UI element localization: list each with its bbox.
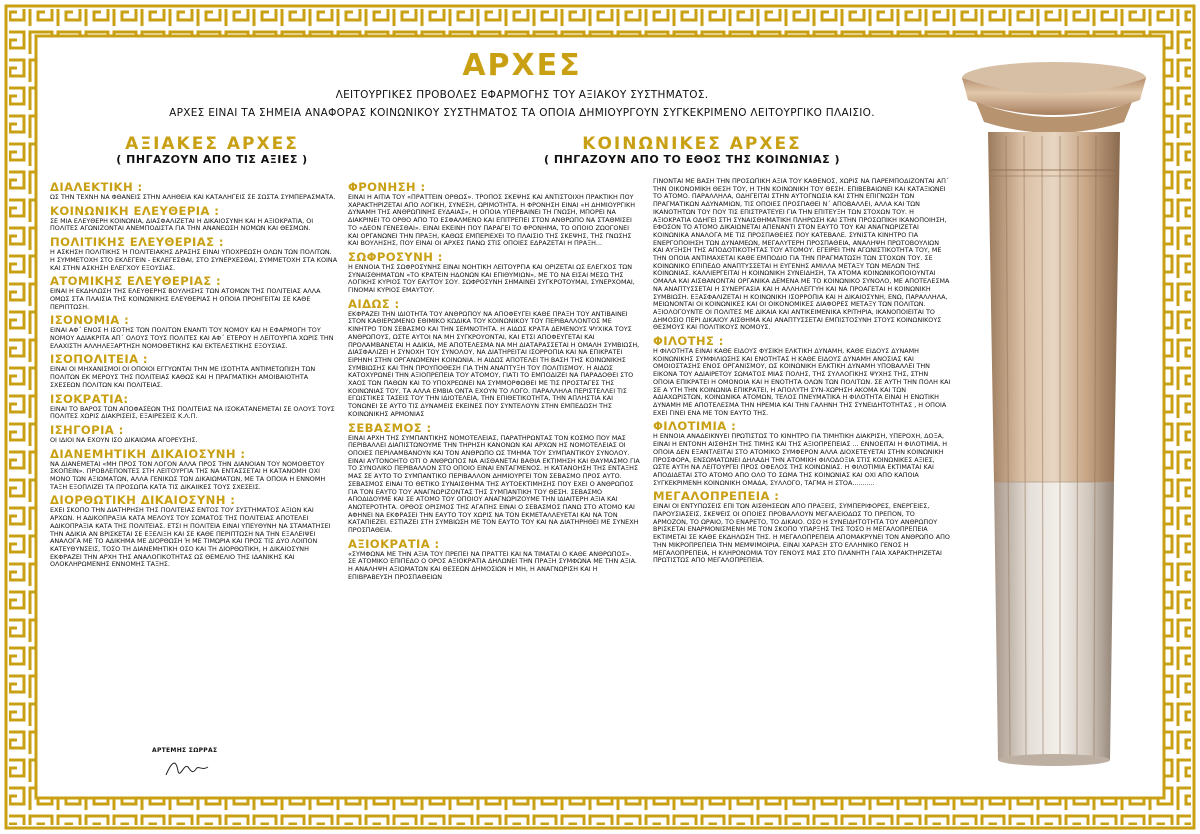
section-heading: ΣΩΦΡΟΣΥΝΗ :	[348, 249, 443, 264]
section-text: Η ΦΙΛΟΤΗΤΑ ΕΙΝΑΙ ΚΑΘΕ ΕΙΔΟΥΣ ΦΥΣΙΚΗ ΕΛΚΤΙΚΗ ΔΥΝΑΜΗ, ΚΑΘΕ ΕΙΔΟΥΣ ΔΥΝΑΜΗ ΚΟΙΝΩΝΙΚΗΣ ΣΥΜΦΙΛΙΩΣΗΣ ΚΑΙ ΕΝΟΤΗΤΑΣ Η ΚΑΘΕ ΕΙΔΟΥΣ ΔΥΝΑΜΗ ΑΝΟΣΙΑΣ ΚΑΙ ΟΜΟΙΟΣΤΑΣΗΣ ΕΝΟΣ ΟΡΓΑΝΙΣΜΟΥ, ΩΣ ΚΟΙΝΩΝΙΚΗ ΕΛΚΤΙΚΗ ΔΥΝΑΜΗ ΥΠΟΒΑΛΛΕΙ ΤΗΝ ΕΙΚΟΝΑ ΤΟΥ ΑΔΙΑΙΡΕΤΟΥ ΣΩΜΑΤΟΣ ΜΙΑΣ ΠΟΛΗΣ, ΤΗΣ ΣΥΛΛΟΓΙΚΗΣ ΨΥΧΗΣ ΤΗΣ, ΣΤΗΝ ΟΠΟΙΑ ΕΠΙΚΡΑΤΕΙ Η ΟΜΟΝΟΙΑ ΚΑΙ Η ΕΝΟΤΗΤΑ ΟΛΩΝ ΤΩΝ ΠΟΛΙΤΩΝ. ΣΕ ΑΥΤΗ ΤΗΝ ΠΟΛΗ ΚΑΙ ΣΕ Α ΥΤΗ ΤΗΝ ΚΟΙΝΩΝΙΑ ΕΠΙΚΡΑΤΕΙ, Η ΑΠΟΛΥΤΗ ΣΥΝ-ΧΩΡΗΣΗ ΑΚΟΜΑ ΚΑΙ ΤΩΝ ΑΔΙΑΧΩΡΙΣΤΩΝ, ΚΟΙΝΩΝΙΚΑ ΑΤΟΜΩΝ, ΤΕΛΟΣ ΠΝΕΥΜΑΤΙΚΑ Η ΦΙΛΟΤΗΤΑ ΕΙΝΑΙ Η ΕΝΩΤΙΚΗ ΔΥΝΑΜΗ ΜΕ ΑΠΟΤΕΛΕΣΜΑ ΤΗΝ ΗΡΕΜΙΑ ΚΑΙ ΤΗΝ ΓΑΛΗΝΗ ΤΗΣ ΣΥΝΕΙΔΗΤΟΤΗΤΑΣ , Η ΟΠΟΙΑ ΕΧΕΙ ΓΙΝΕΙ ΕΝΑ ΜΕ ΤΟΝ ΕΑΥΤΟ ΤΗΣ.	[653, 347, 951, 417]
section-text: Η ΑΣΚΗΣΗ ΠΟΛΙΤΙΚΗΣ Ή ΠΟΛΙΤΕΙΑΚΗΣ ΔΡΑΣΗΣ ΕΙΝΑΙ ΥΠΟΧΡΕΩΣΗ ΟΛΩΝ ΤΩΝ ΠΟΛΙΤΩΝ. Η ΣΥΜΜΕΤΟΧΗ ΣΤΟ ΕΚΛΕΓΕΙΝ - ΕΚΛΕΓΕΣΘΑΙ, ΣΤΟ ΣΥΝΕΡΧΕΣΘΑΙ, ΣΥΜΜΕΤΟΧΗ ΣΤΑ ΚΟΙΝΑ ΚΑΙ ΣΤΗΝ ΑΣΚΗΣΗ ΕΛΕΓΧΟΥ ΕΞΟΥΣΙΑΣ.	[50, 248, 338, 272]
section-heading: ΚΟΙΝΩΝΙΚΗ ΕΛΕΥΘΕΡΙΑ :	[50, 203, 220, 218]
section-text: «ΣΥΜΦΩΝΑ ΜΕ ΤΗΝ ΑΞΙΑ ΤΟΥ ΠΡΕΠΕΙ ΝΑ ΠΡΑΤΤΕΙ ΚΑΙ ΝΑ ΤΙΜΑΤΑΙ Ο ΚΑΘΕ ΑΝΘΡΩΠΟΣ». ΣΕ ΑΤΟΜΙΚΟ ΕΠΙΠΕΔΟ Ο ΟΡΟΣ ΑΞΙΟΚΡΑΤΙΑ ΔΗΛΩΝΕΙ ΤΗΝ ΠΡΑΞΗ ΣΥΜΦΩΝΑ ΜΕ ΤΗΝ ΑΞΙΑ. Η ΑΝΑΛΗΨΗ ΑΞΙΩΜΑΤΩΝ ΚΑΙ ΘΕΣΕΩΝ ΔΗΜΟΣΙΩΝ Η ΜΗ, Η ΑΝΑΓΝΩΡΙΣΗ ΚΑΙ Η ΕΠΙΒΡΑΒΕΥΣΗ ΠΡΟΣΠΑΘΕΙΩΝ	[348, 549, 637, 581]
left-heading: ΑΞΙΑΚΕΣ ΑΡΧΕΣ	[125, 134, 299, 154]
section-text: ΕΙΝΑΙ ΑΡΧΗ ΤΗΣ ΣΥΜΠΑΝΤΙΚΗΣ ΝΟΜΟΤΕΛΕΙΑΣ, ΠΑΡΑΤΗΡΩΝΤΑΣ ΤΟΝ ΚΟΣΜΟ ΠΟΥ ΜΑΣ ΠΕΡΙΒΑΛΛΕΙ ΔΙΑΠΙΣΤΩΝΟΥΜΕ ΤΗΝ ΤΗΡΗΣΗ ΚΑΝΟΝΩΝ ΚΑΙ ΑΡΧΩΝ ΗΣ ΝΟΜΟΤΕΛΕΙΑΣ ΟΙ ΟΠΟΙΕΣ ΠΕΡΙΛΑΜΒΑΝΟΥΝ ΚΑΙ ΤΟΝ ΑΝΘΡΩΠΟ ΩΣ ΤΜΗΜΑ ΤΟΥ ΣΥΜΠΑΝΤΙΚΟΥ ΣΥΝΟΛΟΥ. ΕΙΝΑΙ ΑΥΤΟΝΟΗΤΟ ΟΤΙ Ο ΑΝΘΡΩΠΟΣ ΝΑ ΑΙΣΘΑΝΕΤΑΙ ΒΑΘΙΑ ΕΚΤΙΜΗΣΗ ΚΑΙ ΘΑΥΜΑΣΜΟ ΓΙΑ ΤΟ ΣΥΝΟΛΙΚΟ ΠΕΡΙΒΑΛΛΟΝ ΣΤΟ ΟΠΟΙΟ ΕΙΝΑΙ ΕΝΤΑΓΜΕΝΟΣ. Η ΚΑΤΑΝΟΗΣΗ ΤΗΣ ΕΝΤΑΞΗΣ ΜΑΣ ΣΕ ΑΥΤΟ ΤΟ ΣΥΜΠΑΝΤΙΚΟ ΠΕΡΙΒΑΛΛΟΝ ΔΗΜΙΟΥΡΓΕΙ ΤΟΝ ΣΕΒΑΣΜΟ ΠΡΟΣ ΑΥΤΟ. ΣΕΒΑΣΜΟΣ ΕΙΝΑΙ ΤΟ ΘΕΤΙΚΟ ΣΥΝΑΙΣΘΗΜΑ ΤΗΣ ΑΥΤΟΕΚΤΙΜΗΣΗΣ ΠΟΥ ΕΧΕΙ Ο ΑΝΘΡΩΠΟΣ ΓΙΑ ΤΟΝ ΕΑΥΤΟ ΤΟΥ ΑΝΑΓΝΩΡΙΖΟΝΤΑΣ ΤΗΣ ΣΥΜΠΑΝΤΙΚΗ ΤΟΥ ΘΕΣΗ. ΣΕΒΑΣΜΟ ΑΠΟΔΙΔΟΥΜΕ ΚΑΙ ΣΕ ΑΤΟΜΟ ΤΟΥ ΟΠΟΙΟΥ ΑΝΑΓΝΩΡΙΖΟΥΜΕ ΤΗΝ ΙΔΙΑΙΤΕΡΗ ΑΞΙΑ ΚΑΙ ΑΝΩΤΕΡΟΤΗΤΑ. ΟΡΘΟΣ ΟΡΙΣΜΟΣ ΤΗΣ ΑΓΑΠΗΣ ΕΙΝΑΙ Ο ΣΕΒΑΣΜΟΣ ΠΑΝΩ ΣΤΟ ΑΤΟΜΟ ΚΑΙ ΑΦΗΝΕΙ ΝΑ ΕΚΦΡΑΣΕΙ ΤΗΝ ΕΑΥΤΟ ΤΟΥ ΧΩΡΙΣ ΝΑ ΤΟΝ ΕΚΜΕΤΑΛΛΕΥΕΤΑΙ ΚΑΙ ΝΑ ΤΟΝ ΚΑΤΑΠΙΕΖΕΙ. ΕΣΤΙΑΖΕΙ ΣΤΗ ΣΥΜΒΙΩΣΗ ΜΕ ΤΟΝ ΕΑΥΤΟ ΤΟΥ ΚΑΙ ΝΑ ΔΙΑΤΗΡΗΘΕΙ ΜΕ ΣΥΝΕΧΗ ΠΡΟΣΠΑΘΕΙΑ.	[348, 433, 640, 535]
section-text: ΕΙΝΑΙ Η ΕΚΔΗΛΩΣΗ ΤΗΣ ΕΛΕΥΘΕΡΗΣ ΒΟΥΛΗΣΗΣ ΤΩΝ ΑΤΟΜΩΝ ΤΗΣ ΠΟΛΙΤΕΙΑΣ ΑΛΛΑ ΟΜΩΣ ΣΤΑ ΠΛΑΙΣΙΑ ΤΗΣ ΚΟΙΝΩΝΙΚΗΣ ΕΛΕΥΘΕΡΙΑΣ Η ΟΠΟΙΑ ΠΡΟΗΓΕΙΤΑΙ ΣΕ ΚΑΘΕ ΠΕΡΙΠΤΩΣΗ.	[50, 287, 321, 311]
subtitle-1: ΛΕΙΤΟΥΡΓΙΚΕΣ ΠΡΟΒΟΛΕΣ ΕΦΑΡΜΟΓΗΣ ΤΟΥ ΑΞΙΑΚΟΥ ΣΥΣΤΗΜΑΤΟΣ.	[335, 89, 709, 101]
section-text: ΕΚΦΡΑΖΕΙ ΤΗΝ ΙΔΙΟΤΗΤΑ ΤΟΥ ΑΝΘΡΩΠΟΥ ΝΑ ΑΠΟΦΕΥΓΕΙ ΚΑΘΕ ΠΡΑΞΗ ΤΟΥ ΑΝΤΙΒΑΙΝΕΙ ΣΤΟΝ ΚΑΘΙΕΡΩΜΕΝΟ ΕΘΙΜΙΚΟ ΚΩΔΙΚΑ ΤΟΥ ΚΟΙΝΩΝΙΚΟΥ ΤΟΥ ΠΕΡΙΒΑΛΛΟΝΤΟΣ ΜΕ ΚΙΝΗΤΡΟ ΤΟΝ ΣΕΒΑΣΜΟ ΚΑΙ ΤΗΝ ΣΕΜΝΟΤΗΤΑ. Η ΑΙΔΩΣ ΚΡΑΤΑ ΔΕΜΕΝΟΥΣ ΨΥΧΙΚΑ ΤΟΥΣ ΑΝΘΡΩΠΟΥΣ, ΩΣΤΕ ΑΥΤΟΙ ΝΑ ΜΗ ΣΥΓΚΡΟΥΟΝΤΑΙ, ΚΑΙ ΕΤΣΙ ΑΠΟΦΕΥΓΕΤΑΙ ΚΑΙ ΠΡΟΛΑΜΒΑΝΕΤΑΙ Η ΑΔΙΚΙΑ, ΜΕ ΑΠΟΤΕΛΕΣΜΑ ΝΑ ΜΗ ΔΙΑΤΑΡΑΣΣΕΤΑΙ Η ΟΜΑΛΗ ΣΥΜΒΙΩΣΗ, ΔΙΑΣΦΑΛΙΖΕΙ Η ΣΥΝΟΧΗ ΤΟΥ ΣΥΝΟΛΟΥ, ΝΑ ΔΙΑΤΗΡΕΙΤΑΙ ΙΣΟΡΡΟΠΙΑ ΚΑΙ ΝΑ ΕΠΙΚΡΑΤΕΙ ΕΙΡΗΝΗ ΣΤΗΝ ΟΡΓΑΝΩΜΕΝΗ ΚΟΙΝΩΝΙΑ. Η ΑΙΔΩΣ ΑΠΟΤΕΛΕΙ ΤΗ ΒΑΣΗ ΤΗΣ ΚΟΙΝΩΝΙΚΗΣ ΣΥΜΒΙΩΣΗΣ ΚΑΙ ΤΗΝ ΠΡΟΥΠΟΘΕΣΗ ΓΙΑ ΤΗΝ ΑΝΑΠΤΥΞΗ ΤΟΥ ΠΟΛΙΤΙΣΜΟΥ. Η ΑΙΔΩΣ ΚΑΤΟΧΥΡΩΝΕΙ ΤΗΝ ΑΞΙΟΠΡΕΠΕΙΑ ΤΟΥ ΑΤΟΜΟΥ, ΓΙΑΤΙ ΤΟ ΕΜΠΟΔΙΖΕΙ ΝΑ ΠΑΡΑΔΟΘΕΙ ΣΤΟ ΧΑΟΣ ΤΩΝ ΠΑΘΩΝ ΚΑΙ ΤΟ ΥΠΟΧΡΕΩΝΕΙ ΝΑ ΣΥΜΜΟΡΦΩΘΕΙ ΜΕ ΤΙΣ ΠΡΟΣΤΑΓΕΣ ΤΗΣ ΚΟΙΝΩΝΙΑΣ ΤΟΥ. ΤΑ ΑΛΛΑ ΕΜΒΙΑ ΟΝΤΑ ΕΧΟΥΝ ΤΟ ΛΟΓΟ. ΠΑΡΑΛΛΗΛΑ ΠΕΡΙΣΤΕΛΛΕΙ ΤΙΣ ΕΓΩΙΣΤΙΚΕΣ ΤΑΣΕΙΣ ΤΟΥ ΤΗΝ ΙΔΙΟΤΕΛΕΙΑ, ΤΗΝ ΕΠΙΘΕΤΙΚΟΤΗΤΑ, ΤΗΝ ΑΠΛΗΣΤΙΑ ΚΑΙ ΤΟΝΩΝΕΙ ΣΕ ΑΥΤΟ ΤΙΣ ΔΥΝΑΜΕΙΣ ΕΚΕΙΝΕΣ ΠΟΥ ΣΥΝΤΕΛΟΥΝ ΣΤΗΝ ΕΜΠΕΔΩΣΗ ΤΗΣ ΚΟΙΝΩΝΙΚΗΣ ΑΡΜΟΝΙΑΣ	[348, 309, 640, 418]
section-heading: ΦΙΛΟΤΙΜΙΑ :	[653, 419, 737, 434]
section-heading: ΙΣΟΚΡΑΤΙΑ:	[50, 391, 129, 406]
column-2	[348, 178, 640, 583]
section-heading: ΔΙΑΛΕΚΤΙΚΗ :	[50, 180, 143, 194]
column-3	[653, 178, 951, 566]
section-text: ΕΙΝΑΙ Η ΑΙΤΙΑ ΤΟΥ «ΠΡΑΤΤΕΙΝ ΟΡΘΩΣ». ΤΡΟΠΟΣ ΣΚΕΨΗΣ ΚΑΙ ΑΝΤΙΣΤΟΙΧΗ ΠΡΑΚΤΙΚΗ ΠΟΥ ΧΑΡΑΚΤΗΡΙΖΕΤΑΙ ΑΠΟ ΛΟΓΙΚΗ, ΣΥΝΕΣΗ, ΩΡΙΜΟΤΗΤΑ. Η ΦΡΟΝΗΣΗ ΕΙΝΑΙ «Η ΔΗΜΙΟΥΡΓΙΚΗ ΔΥΝΑΜΗ ΤΗΣ ΑΝΘΡΩΠΙΝΗΣ ΕΥΔΑΙΑΣ», Η ΟΠΟΙΑ ΥΠΕΡΒΑΙΝΕΙ ΤΗ ΓΝΩΣΗ, ΜΠΟΡΕΙ ΝΑ ΔΙΑΚΡΙΝΕΙ ΤΟ ΟΡΘΟ ΑΠΟ ΤΟ ΕΣΦΑΛΜΕΝΟ ΚΑΙ ΕΠΙΤΡΕΠΕΙ ΣΤΟΝ ΑΝΘΡΩΠΟ ΝΑ ΣΤΑΘΜΙΣΕΙ ΤΟ «ΔΕΟΝ ΓΕΝΕΣΘΑΙ». ΕΙΝΑΙ ΕΚΕΙΝΗ ΠΟΥ ΠΑΡΑΓΕΙ ΤΟ ΦΡΟΝΗΜΑ, ΤΟ ΟΠΟΙΟ ΖΩΟΓΟΝΕΙ ΚΑΙ ΟΡΓΑΝΩΝΕΙ ΤΗΝ ΠΡΑΞΗ, ΚΑΘΩΣ ΕΜΠΕΡΙΕΧΕΙ ΤΟ ΠΛΑΙΣΙΟ ΤΗΣ ΣΚΕΨΗΣ, ΤΗΣ ΓΝΩΣΗΣ ΚΑΙ ΒΟΥΛΗΣΗΣ, ΠΟΥ ΕΙΝΑΙ ΟΙ ΑΡΧΕΣ ΠΑΝΩ ΣΤΙΣ ΟΠΟΙΕΣ ΕΔΡΑΖΕΤΑΙ Η ΠΡΑΞΗ...	[348, 193, 635, 248]
section-text: Η ΕΝΝΟΙΑ ΤΗΣ ΣΩΦΡΟΣΥΝΗΣ ΕΙΝΑΙ ΝΟΗΤΙΚΗ ΛΕΙΤΟΥΡΓΙΑ ΚΑΙ ΟΡΙΖΕΤΑΙ ΩΣ ΕΛΕΓΧΟΣ ΤΩΝ ΣΥΝΑΙΣΘΗΜΑΤΩΝ «ΤΟ ΚΡΑΤΕΙΝ ΗΔΟΝΩΝ ΚΑΙ ΕΠΙΘΥΜΙΩΝ», ΜΕ ΤΟ ΝΑ ΕΙΣΑΙ ΜΕΣΩ ΤΗΣ ΛΟΓΙΚΗΣ ΚΥΡΙΟΣ ΤΟΥ ΕΑΥΤΟΥ ΣΟΥ. ΣΩΦΡΟΣΥΝΗ ΣΗΜΑΙΝΕΙ ΣΥΓΚΡΟΤΟΥΜΑΙ, ΣΥΝΕΡΧΟΜΑΙ, ΓΙΝΟΜΑΙ ΚΥΡΙΟΣ ΕΜΑΥΤΟΥ.	[348, 262, 635, 295]
section-heading: ΜΕΓΑΛΟΠΡΕΠΕΙΑ :	[653, 489, 780, 504]
section-heading: ΑΙΔΩΣ :	[348, 296, 400, 311]
section-heading: ΣΕΒΑΣΜΟΣ :	[348, 420, 432, 435]
section-heading: ΠΟΛΙΤΙΚΗΣ ΕΛΕΥΘΕΡΙΑΣ :	[50, 235, 224, 250]
content-area	[42, 42, 1158, 792]
section-heading: ΑΤΟΜΙΚΗΣ ΕΛΕΥΘΕΡΙΑΣ :	[50, 274, 221, 289]
section-text: ΣΕ ΜΙΑ ΕΛΕΥΘΕΡΗ ΚΟΙΝΩΝΙΑ, ΔΙΑΣΦΑΛΙΖΕΤΑΙ Η ΔΙΚΑΙΟΣΥΝΗ ΚΑΙ Η ΑΞΙΟΚΡΑΤΙΑ, ΟΙ ΠΟΛΙΤΕΣ ΑΓΩΝΙΖΟΝΤΑΙ ΑΝΕΜΠΟΔΙΣΤΑ ΓΙΑ ΤΗΝ ΑΝΑΝΕΩΣΗ ΝΟΜΩΝ ΚΑΙ ΘΕΣΜΩΝ.	[50, 216, 314, 233]
section-text: ΩΣ ΤΗΝ ΤΕΧΝΗ ΝΑ ΦΘΑΝΕΙΣ ΣΤΗΝ ΑΛΗΘΕΙΑ ΚΑΙ ΚΑΤΑΛΗΓΕΙΣ ΣΕ ΣΩΣΤΑ ΣΥΜΠΕΡΑΣΜΑΤΑ.	[50, 193, 336, 201]
left-subheading: ( ΠΗΓΑΖΟΥΝ ΑΠΟ ΤΙΣ ΑΞΙΕΣ )	[116, 153, 308, 166]
section-text: ΕΙΝΑΙ ΑΦ΄ ΕΝΟΣ Η ΙΣΟΤΗΣ ΤΩΝ ΠΟΛΙΤΩΝ ΕΝΑΝΤΙ ΤΟΥ ΝΟΜΟΥ ΚΑΙ Η ΕΦΑΡΜΟΓΗ ΤΟΥ ΝΟΜΟΥ ΑΔΙΑΚΡΙΤΑ ΑΠ΄ ΟΛΟΥΣ ΤΟΥΣ ΠΟΛΙΤΕΣ ΚΑΙ ΑΦ΄ ΕΤΕΡΟΥ Η ΛΕΙΤΟΥΡΓΙΑ ΧΩΡΙΣ ΤΗΝ ΕΛΑΧΙΣΤΗ ΑΛΛΗΛΕΞΑΡΤΗΣΗ ΝΟΜΟΘΕΤΙΚΗΣ ΚΑΙ ΕΚΤΕΛΕΣΤΙΚΗΣ ΕΞΟΥΣΙΑΣ.	[50, 326, 334, 350]
section-text: ΕΙΝΑΙ ΟΙ ΕΝΤΥΠΩΣΕΙΣ ΕΠΙ ΤΩΝ ΑΙΣΘΗΣΕΩΝ ΑΠΟ ΠΡΑΞΕΙΣ, ΣΥΜΠΕΡΙΦΟΡΕΣ, ΕΝΕΡΓΕΙΕΣ, ΠΑΡΟΥΣΙΑΣΕΙΣ, ΣΚΕΨΕΙΣ ΟΙ ΟΠΟΙΕΣ ΠΡΟΒΑΛΛΟΥΝ ΜΕΓΑΛΕΙΟΔΩΣ ΤΟ ΠΡΕΠΟΝ, ΤΟ ΑΡΜΟΖΟΝ, ΤΟ ΩΡΑΙΟ, ΤΟ ΕΝΑΡΕΤΟ, ΤΟ ΔΙΚΑΙΟ. ΟΣΟ Η ΣΥΝΕΙΔΗΤΟΤΗΤΑ ΤΟΥ ΑΝΘΡΩΠΟΥ ΒΡΙΣΚΕΤΑΙ ΕΝΑΡΜΟΝΙΣΜΕΝΗ ΜΕ ΤΟΝ ΣΚΟΠΟ ΥΠΑΡΞΗΣ ΤΗΣ ΤΟΣΟ Η ΜΕΓΑΛΟΠΡΕΠΕΙΑ ΕΚΤΙΜΕΤΑΙ ΣΕ ΚΑΘΕ ΕΚΔΗΛΩΣΗ ΤΗΣ. Η ΜΕΓΑΛΟΠΡΕΠΕΙΑ ΑΠΟΜΑΚΡΥΝΕΙ ΤΟΝ ΑΝΘΡΩΠΟ ΑΠΟ ΤΗΝ ΜΙΚΡΟΠΡΕΠΕΙΑ ΤΗΝ ΜΕΜΨΙΜΟΙΡΙΑ. ΕΙΝΑΙ ΧΑΡΑΞΗ ΣΤΟ ΕΛΛΗΝΙΚΟ ΓΕΝΟΣ Η ΜΕΓΑΛΟΠΡΕΠΕΙΑ, Η ΚΛΗΡΟΝΟΜΙΑ ΤΟΥ ΓΕΝΟΥΣ ΜΑΣ ΣΤΟ ΠΛΑΝΗΤΗ ΓΑΙΑ ΧΑΡΑΚΤΗΡΙΖΕΤΑΙ ΠΡΩΤΙΣΤΩΣ ΑΠΟ ΜΕΓΑΛΟΠΡΕΠΕΙΑ.	[653, 502, 950, 565]
section-heading: ΔΙΟΡΘΩΤΙΚΗ ΔΙΚΑΙΟΣΥΝΗ :	[50, 493, 236, 508]
section-text: ΓΙΝΟΝΤΑΙ ΜΕ ΒΑΣΗ ΤΗΝ ΠΡΟΣΩΠΙΚΗ ΑΞΙΑ ΤΟΥ ΚΑΘΕΝΟΣ, ΧΩΡΙΣ ΝΑ ΠΑΡΕΜΠΟΔΙΖΟΝΤΑΙ ΑΠ΄ ΤΗΝ ΟΙΚΟΝΟΜΙΚΗ ΘΕΣΗ ΤΟΥ, Η ΤΗΝ ΚΟΙΝΩΝΙΚΗ ΤΟΥ ΘΕΣΗ. ΕΠΙΒΕΒΑΙΩΝΕΙ ΚΑΙ ΚΑΤΑΞΙΩΝΕΙ ΤΟ ΑΤΟΜΟ. ΠΑΡΑΛΛΗΛΑ, ΟΔΗΓΕΙΤΑΙ ΣΤΗΝ ΑΥΤΟΓΝΩΣΙΑ ΚΑΙ ΣΤΗΝ ΕΠΙΓΝΩΣΗ ΤΩΝ ΠΡΑΓΜΑΤΙΚΩΝ ΑΔΥΝΑΜΙΩΝ, ΤΙΣ ΟΠΟΙΕΣ ΠΡΟΣΠΑΘΕΙ Ν΄ ΑΠΟΒΑΛΛΕΙ, ΑΛΛΑ ΚΑΙ ΤΩΝ ΙΚΑΝΟΤΗΤΩΝ ΤΟΥ ΠΟΥ ΤΙΣ ΕΠΙΣΤΡΑΤΕΥΕΙ ΓΙΑ ΤΗΝ ΕΠΙΤΕΥΞΗ ΤΩΝ ΣΤΟΧΩΝ ΤΟΥ. Η ΑΞΙΟΚΡΑΤΙΑ ΟΔΗΓΕΙ ΣΤΗ ΣΥΝΑΙΣΘΗΜΑΤΙΚΗ ΠΛΗΡΩΣΗ ΚΑΙ ΣΤΗΝ ΠΡΟΣΩΠΙΚΗ ΙΚΑΝΟΠΟΙΗΣΗ, ΕΦΟΣΟΝ ΤΟ ΑΤΟΜΟ ΔΙΚΑΙΩΝΕΤΑΙ ΑΠΕΝΑΝΤΙ ΣΤΟΝ ΕΑΥΤΟ ΤΟΥ ΚΑΙ ΑΝΑΓΝΩΡΙΖΕΤΑΙ ΚΟΙΝΩΝΙΚΑ ΑΝΑΛΟΓΑ ΜΕ ΤΙΣ ΠΡΟΣΠΑΘΕΙΕΣ ΠΟΥ ΚΑΤΕΒΑΛΕ. ΣΥΝΙΣΤΑ ΚΙΝΗΤΡΟ ΓΙΑ ΕΝΕΡΓΟΠΟΙΗΣΗ ΤΩΝ ΔΥΝΑΜΕΩΝ, ΜΕΓΑΛΥΤΕΡΗ ΠΡΟΣΠΑΘΕΙΑ, ΑΝΑΛΗΨΗ ΠΡΩΤΟΒΟΥΛΙΩΝ ΚΑΙ ΑΥΞΗΣΗ ΤΗΣ ΑΠΟΔΟΤΙΚΟΤΗΤΑΣ ΤΟΥ ΑΤΟΜΟΥ. ΕΓΕΙΡΕΙ ΤΗΝ ΑΓΩΝΙΣΤΙΚΟΤΗΤΑ ΤΟΥ, ΜΕ ΤΗΝ ΟΠΟΙΑ ΑΝΤΙΜΑΧΕΤΑΙ ΚΑΘΕ ΕΜΠΟΔΙΟ ΓΙΑ ΤΗΝ ΠΡΑΓΜΑΤΩΣΗ ΤΩΝ ΣΤΟΧΩΝ ΤΟΥ. ΣΕ ΚΟΙΝΩΝΙΚΟ ΕΠΙΠΕΔΟ ΑΝΑΠΤΥΣΣΕΤΑΙ Η ΕΥΓΕΝΗΣ ΑΜΙΛΛΑ ΜΕΤΑΞΥ ΤΩΝ ΜΕΛΩΝ ΤΗΣ ΚΟΙΝΩΝΙΑΣ. ΚΑΛΛΙΕΡΓΕΙΤΑΙ Η ΚΟΙΝΩΝΙΚΗ ΣΥΝΕΙΔΗΣΗ, ΤΑ ΑΤΟΜΑ ΚΟΙΝΩΝΙΚΟΠΟΙΟΥΝΤΑΙ ΟΜΑΛΑ ΚΑΙ ΑΙΣΘΑΝΟΝΤΑΙ ΟΡΓΑΝΙΚΑ ΔΕΜΕΝΑ ΜΕ ΤΟ ΚΟΙΝΩΝΙΚΟ ΣΥΝΟΛΟ, ΜΕ ΑΠΟΤΕΛΕΣΜΑ ΝΑ ΑΝΑΠΤΥΣΣΕΤΑΙ Η ΣΥΝΕΡΓΑΣΙΑ ΚΑΙ Η ΑΛΛΗΛΕΓΓΥΗ ΚΑΙ ΝΑ ΠΡΟΑΓΕΤΑΙ Η ΚΟΙΝΩΝΙΚΗ ΣΥΜΒΙΩΣΗ. ΕΞΑΣΦΑΛΙΖΕΤΑΙ Η ΚΟΙΝΩΝΙΚΗ ΙΣΟΡΡΟΠΙΑ ΚΑΙ Η ΔΙΚΑΙΟΣΥΝΗ, ΕΝΩ, ΠΑΡΑΛΛΗΛΑ, ΜΕΙΩΝΟΝΤΑΙ ΟΙ ΚΟΙΝΩΝΙΚΕΣ ΚΑΙ ΟΙ ΟΙΚΟΝΟΜΙΚΕΣ ΔΙΑΦΟΡΕΣ ΜΕΤΑΞΥ ΤΩΝ ΠΟΛΙΤΩΝ. ΑΞΙΟΛΟΓΟΥΝΤΕ ΟΙ ΠΟΛΙΤΕΣ ΜΕ ΔΙΚΑΙΑ ΚΑΙ ΑΝΤΙΚΕΙΜΕΝΙΚΑ ΚΡΙΤΗΡΙΑ, ΙΚΑΝΟΠΟΙΕΙΤΑΙ ΤΟ ΔΗΜΟΣΙΟ ΠΕΡΙ ΔΙΚΑΙΟΥ ΑΙΣΘΗΜΑ ΚΑΙ ΑΝΑΠΤΥΣΣΕΤΑΙ ΕΜΠΙΣΤΟΣΥΝΗ ΣΤΟΥΣ ΚΟΙΝΩΝΙΚΟΥΣ ΘΕΣΜΟΥΣ ΚΑΙ ΠΟΛΙΤΙΚΟΥΣ ΝΟΜΟΥΣ.	[653, 177, 950, 332]
right-heading: ΚΟΙΝΩΝΙΚΕΣ ΑΡΧΕΣ	[582, 134, 802, 154]
right-subheading: ( ΠΗΓΑΖΟΥΝ ΑΠΟ ΤΟ ΕΘΟΣ ΤΗΣ ΚΟΙΝΩΝΙΑΣ )	[543, 153, 841, 166]
doric-column-image	[954, 52, 1154, 772]
section-text: ΟΙ ΙΔΙΟΙ ΝΑ ΕΧΟΥΝ ΙΣΟ ΔΙΚΑΙΩΜΑ ΑΓΟΡΕΥΣΗΣ.	[50, 435, 198, 444]
subtitle-2: ΑΡΧΕΣ ΕΙΝΑΙ ΤΑ ΣΗΜΕΙΑ ΑΝΑΦΟΡΑΣ ΚΟΙΝΩΝΙΚΟΥ ΣΥΣΤΗΜΑΤΟΣ ΤΑ ΟΠΟΙΑ ΔΗΜΙΟΥΡΓΟΥΝ ΣΥΓΚΕΚΡΙΜΕΝΟ ΛΕΙΤΟΥΡΓΙΚΟ ΠΛΑΙΣΙΟ.	[169, 107, 875, 119]
section-text: ΝΑ ΔΙΑΝΕΜΕΤΑΙ «ΜΗ ΠΡΟΣ ΤΟΝ ΛΟΓΟΝ ΑΛΛΑ ΠΡΟΣ ΤΗΝ ΔΙΑΝΟΙΑΝ ΤΟΥ ΝΟΜΟΘΕΤΟΥ ΣΚΟΠΕΙΝ». ΠΡΟΒΛΕΠΟΝΤΕΣ ΣΤΗ ΛΕΙΤΟΥΡΓΙΑ ΤΗΣ ΝΑ ΕΝΤΑΣΣΕΤΑΙ Η ΚΑΤΑΝΟΜΗ ΟΧΙ ΜΟΝΟ ΤΩΝ ΑΞΙΩΜΑΤΩΝ, ΑΛΛΑ ΓΕΝΙΚΩΣ ΤΩΝ ΔΙΚΑΙΩΜΑΤΩΝ, ΜΕ ΤΑ ΟΠΟΙΑ Η ΕΝΝΟΜΗ ΤΑΞΗ ΕΞΟΠΛΙΖΕΙ ΤΑ ΠΡΟΣΩΠΑ ΚΑΤΑ ΤΙΣ ΔΙΚΑΙΙΚΕΣ ΤΟΥΣ ΣΧΕΣΕΙΣ.	[50, 459, 326, 491]
section-heading: ΦΡΟΝΗΣΗ :	[348, 180, 426, 194]
page-title: ΑΡΧΕΣ	[462, 48, 582, 83]
section-heading: ΙΣΗΓΟΡΙΑ :	[50, 422, 124, 437]
section-heading: ΑΞΙΟΚΡΑΤΙΑ :	[348, 536, 440, 551]
column-1	[50, 178, 338, 570]
section-text: ΕΙΝΑΙ ΟΙ ΜΗΧΑΝΙΣΜΟΙ ΟΙ ΟΠΟΙΟΙ ΕΓΓΥΩΝΤΑΙ ΤΗΝ ΜΕ ΙΣΟΤΗΤΑ ΑΝΤΙΜΕΤΩΠΙΣΗ ΤΩΝ ΠΟΛΙΤΩΝ ΕΚ ΜΕΡΟΥΣ ΤΗΣ ΠΟΛΙΤΕΙΑΣ ΚΑΘΩΣ ΚΑΙ Η ΠΡΑΓΜΑΤΙΚΗ ΑΜΟΙΒΑΙΟΤΗΤΑ ΣΧΕΣΕΩΝ ΠΟΛΙΤΩΝ ΚΑΙ ΠΟΛΙΤΕΙΑΣ.	[50, 365, 316, 389]
section-heading: ΔΙΑΝΕΜΗΤΙΚΗ ΔΙΚΑΙΟΣΥΝΗ :	[50, 446, 246, 461]
section-text: ΕΙΝΑΙ ΤΟ ΒΑΡΟΣ ΤΩΝ ΑΠΟΦΑΣΕΩΝ ΤΗΣ ΠΟΛΙΤΕΙΑΣ ΝΑ ΙΣΟΚΑΤΑΝΕΜΕΤΑΙ ΣΕ ΟΛΟΥΣ ΤΟΥΣ ΠΟΛΙΤΕΣ ΧΩΡΙΣ ΔΙΑΚΡΙΣΕΙΣ, ΕΞΑΙΡΕΣΕΙΣ Κ.Λ.Π.	[50, 404, 335, 421]
section-heading: ΦΙΛΟΤΗΣ :	[653, 334, 724, 349]
author-name: ΑΡΤΕΜΗΣ ΣΩΡΡΑΣ	[152, 747, 218, 754]
signature	[162, 757, 212, 781]
section-text: ΕΧΕΙ ΣΚΟΠΟ ΤΗΝ ΔΙΑΤΗΡΗΣΗ ΤΗΣ ΠΟΛΙΤΕΙΑΣ ΕΝΤΟΣ ΤΟΥ ΣΥΣΤΗΜΑΤΟΣ ΑΞΙΩΝ ΚΑΙ ΑΡΧΩΝ. Η ΑΔΙΚΟΠΡΑΞΙΑ ΚΑΤΑ ΜΕΛΟΥΣ ΤΟΥ ΣΩΜΑΤΟΣ ΤΗΣ ΠΟΛΙΤΕΙΑΣ ΑΠΟΤΕΛΕΙ ΑΔΙΚΟΠΡΑΞΙΑ ΚΑΤΑ ΤΗΣ ΠΟΛΙΤΕΙΑΣ. ΕΤΣΙ Η ΠΟΛΙΤΕΙΑ ΕΙΝΑΙ ΥΠΕΥΘΥΝΗ ΝΑ ΣΤΑΜΑΤΗΣΕΙ ΤΗΝ ΑΔΙΚΙΑ ΑΝ ΒΡΙΣΚΕΤΑΙ ΣΕ ΕΞΕΛΙΞΗ ΚΑΙ ΣΕ ΚΑΘΕ ΠΕΡΙΠΤΩΣΗ ΝΑ ΤΗΝ ΕΞΑΛΕΙΨΕΙ ΑΝΑΛΟΓΑ ΜΕ ΤΟ ΑΔΙΚΗΜΑ ΜΕ ΔΙΟΡΘΩΣΗ Ή ΜΕ ΤΙΜΩΡΙΑ ΚΑΙ ΠΡΟΣ ΤΙΣ ΔΥΟ ΛΟΙΠΟΝ ΚΑΤΕΥΘΥΝΣΕΙΣ, ΤΟΣΟ ΤΗ ΔΙΑΝΕΜΗΤΙΚΗ ΟΣΟ ΚΑΙ ΤΗ ΔΙΟΡΘΩΤΙΚΗ, Η ΔΙΚΑΙΟΣΥΝΗ ΕΚΦΡΑΖΕΙ ΤΗΝ ΑΡΧΗ ΤΗΣ ΑΝΑΛΟΓΙΚΟΤΗΤΑΣ ΩΣ ΘΕΜΕΛΙΟ ΤΗΣ ΙΔΑΝΙΚΗΣ ΚΑΙ ΟΛΟΚΛΗΡΩΜΕΝΗΣ ΕΝΝΟΜΗΣ ΤΑΞΗΣ.	[50, 506, 331, 569]
section-heading: ΙΣΟΠΟΛΙΤΕΙΑ :	[50, 352, 148, 367]
section-heading: ΙΣΟΝΟΜΙΑ :	[50, 313, 130, 328]
section-text: Η ΕΝΝΟΙΑ ΑΝΑΔΕΙΚΝΥΕΙ ΠΡΩΤΙΣΤΩΣ ΤΟ ΚΙΝΗΤΡΟ ΓΙΑ ΤΙΜΗΤΙΚΗ ΔΙΑΚΡΙΣΗ, ΥΠΕΡΟΧΗ, ΔΟΞΑ, ΕΙΝΑΙ Η ΕΝΤΟΝΗ ΑΙΣΘΗΣΗ ΤΗΣ ΤΙΜΗΣ ΚΑΙ ΤΗΣ ΑΞΙΟΠΡΕΠΕΙΑΣ ... ΕΝΝΟΕΙΤΑΙ Η ΦΙΛΟΤΙΜΙΑ, Η ΟΠΟΙΑ ΔΕΝ ΕΞΑΝΤΛΕΙΤΑΙ ΣΤΟ ΑΤΟΜΙΚΟ ΣΥΜΦΕΡΟΝ ΑΛΛΑ ΔΙΟΧΕΤΕΥΕΤΑΙ ΣΤΗΝ ΚΟΙΝΩΝΙΚΗ ΠΡΟΣΦΟΡΑ, ΕΝΣΩΜΑΤΩΝΕΙ ΔΗΛΑΔΗ ΤΗΝ ΑΤΟΜΙΚΗ ΦΙΛΟΔΟΞΙΑ ΣΤΙΣ ΚΟΙΝΩΝΙΚΕΣ ΑΞΙΕΣ, ΩΣΤΕ ΑΥΤΗ ΝΑ ΛΕΙΤΟΥΡΓΕΙ ΠΡΟΣ ΟΦΕΛΟΣ ΤΗΣ ΚΟΙΝΩΝΙΑΣ. Η ΦΙΛΟΤΙΜΙΑ ΕΚΤΙΜΑΤΑΙ ΚΑΙ ΑΠΟΔΙΔΕΤΑΙ ΣΤΟ ΑΤΟΜΟ ΑΠΟ ΟΛΟ ΤΟ ΣΩΜΑ ΤΗΣ ΚΟΙΝΩΝΙΑΣ ΚΑΙ ΟΧΙ ΑΠΟ ΚΑΠΟΙΑ ΣΥΓΚΕΚΡΙΜΕΝΗ ΚΟΙΝΩΝΙΚΗ ΟΜΑΔΑ, ΣΥΛΛΟΓΟ, ΤΑΓΜΑ Η ΣΤΟΑ...........	[653, 432, 948, 487]
